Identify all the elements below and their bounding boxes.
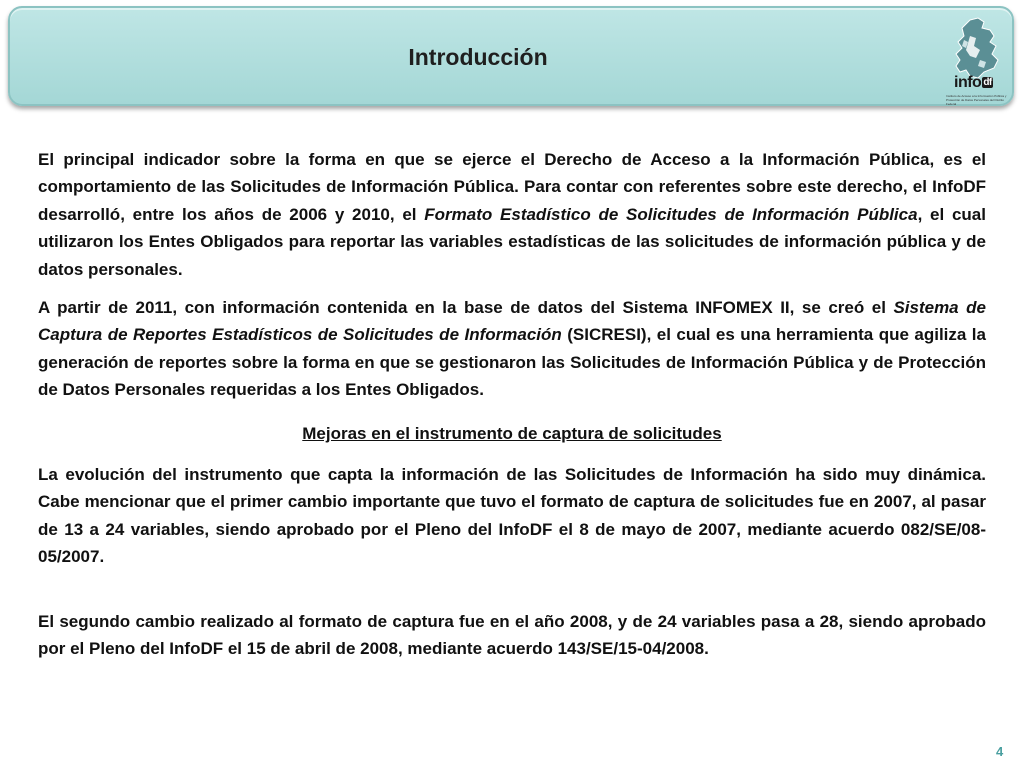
paragraph-4: El segundo cambio realizado al formato de captura fue en el año 2008, y de 24 variables pasa a 28, siendo aprobado por el Pleno del InfoDF el 15 de abril de 2008, mediante acuerdo 143/SE/15-04/2008. xyxy=(38,611,986,659)
spacer xyxy=(38,582,986,608)
paragraph-1: El principal indicador sobre la forma en que se ejerce el Derecho de Acceso a la Información Pública, es el comportamiento de las Solicitudes de Información Pública. Para contar con referentes sobre este derecho, el InfoDF desarrolló, entre los años de 2006 y 2010, el Formato Estadístico de Solicitudes de Información Pública, el cual utilizaron los Entes Obligados para reportar las variables estadísticas de las solicitudes de información pública y de datos personales. xyxy=(38,150,986,279)
section-subheading: Mejoras en el instrumento de captura de solicitudes xyxy=(302,423,722,443)
logo-caption: Instituto de Acceso a la Información Pública y Protección de Datos Personales del Distrito Federal xyxy=(946,94,1007,106)
page-title: Introducción xyxy=(408,44,548,70)
paragraph-3: La evolución del instrumento que capta la información de las Solicitudes de Información ha sido muy dinámica. Cabe mencionar que el primer cambio importante que tuvo el formato de captura de solicitudes fue en 2007, al pasar de 13 a 24 variables, siendo aprobado por el Pleno del InfoDF el 8 de mayo de 2007, mediante acuerdo 082/SE/08-05/2007. xyxy=(38,465,986,567)
logo-wordmark: info df xyxy=(954,74,992,91)
content-area xyxy=(38,146,986,674)
paragraph-2: A partir de 2011, con información contenida en la base de datos del Sistema INFOMEX II, se creó el Sistema de Captura de Reportes Estadísticos de Solicitudes de Información (SICRESI), el cual es una herramienta que agiliza la generación de reportes sobre la forma en que se gestionaron las Solicitudes de Información Pública y de Protección de Datos Personales requeridas a los Entes Obligados. xyxy=(38,298,986,400)
page-number: 4 xyxy=(996,744,1004,759)
